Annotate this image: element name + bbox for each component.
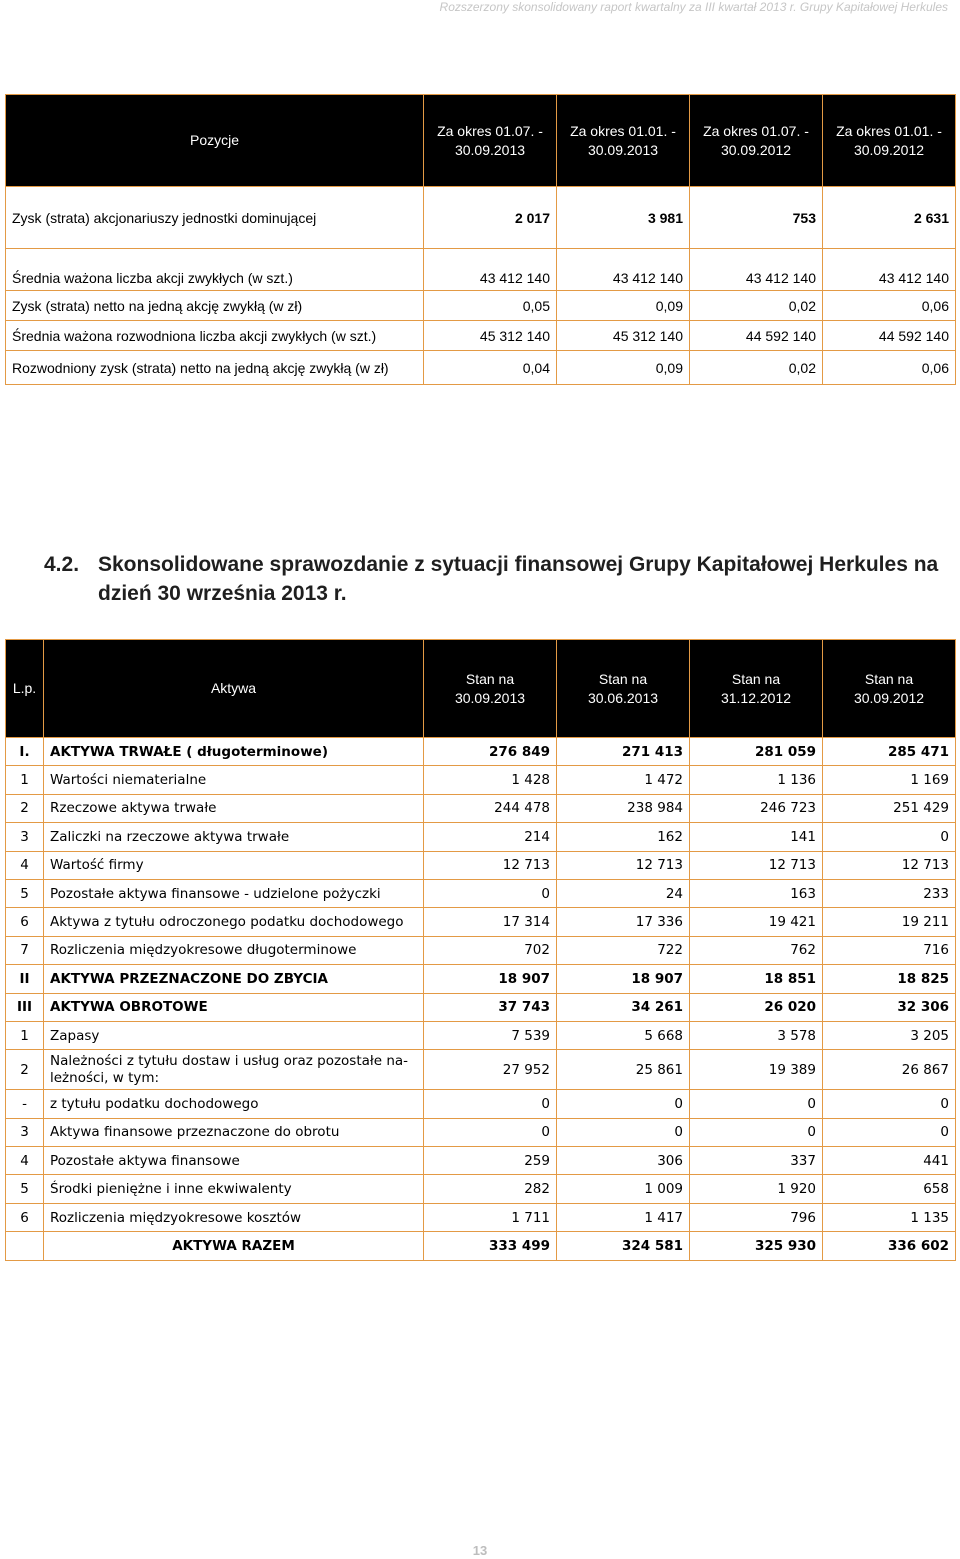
cell-value: 0 [424, 1090, 557, 1118]
table-row [6, 879, 956, 907]
cell-value: 45 312 140 [424, 321, 557, 351]
row-label: Pozostałe aktywa finansowe [44, 1147, 424, 1175]
cell-value: 3 578 [690, 1021, 823, 1049]
cell-value: 0,02 [690, 351, 823, 385]
table-row [6, 1021, 956, 1049]
section-text: Skonsolidowane sprawozdanie z sytuacji finansowej Grupy Kapitałowej Herkules na dzień 30 września 2013 r. [98, 553, 939, 605]
cell-value: 271 413 [557, 738, 690, 766]
row-label: Wartość firmy [44, 851, 424, 879]
eps-header-row [6, 95, 956, 187]
column-header: Pozycje [6, 95, 424, 187]
cell-value: 233 [823, 879, 956, 907]
cell-value: 762 [690, 936, 823, 964]
cell-value: 276 849 [424, 738, 557, 766]
cell-value: 45 312 140 [557, 321, 690, 351]
row-label: z tytułu podatku dochodowego [44, 1090, 424, 1118]
row-lp: 2 [6, 794, 44, 822]
cell-value: 44 592 140 [823, 321, 956, 351]
table-row [6, 249, 956, 291]
cell-value: 18 907 [557, 965, 690, 993]
row-lp: 2 [6, 1050, 44, 1090]
row-label: AKTYWA PRZEZNACZONE DO ZBYCIA [44, 965, 424, 993]
column-header: Za okres 01.07. - 30.09.2013 [424, 95, 557, 187]
row-label: AKTYWA OBROTOWE [44, 993, 424, 1021]
cell-value: 1 711 [424, 1203, 557, 1231]
column-header: Za okres 01.01. - 30.09.2013 [557, 95, 690, 187]
row-lp: 5 [6, 879, 44, 907]
cell-value: 19 211 [823, 908, 956, 936]
cell-value: 19 389 [690, 1050, 823, 1090]
row-lp: 4 [6, 1147, 44, 1175]
row-lp: 6 [6, 1203, 44, 1231]
cell-value: 1 417 [557, 1203, 690, 1231]
row-label: Średnia ważona rozwodniona liczba akcji zwykłych (w szt.) [6, 321, 424, 351]
cell-value: 0,05 [424, 291, 557, 321]
table-row [6, 291, 956, 321]
cell-value: 32 306 [823, 993, 956, 1021]
cell-value: 43 412 140 [823, 249, 956, 291]
cell-value: 0,09 [557, 291, 690, 321]
cell-value: 26 020 [690, 993, 823, 1021]
row-lp: 3 [6, 823, 44, 851]
cell-value: 244 478 [424, 794, 557, 822]
row-label: Zapasy [44, 1021, 424, 1049]
cell-value: 34 261 [557, 993, 690, 1021]
row-label: Rozliczenia międzyokresowe kosztów [44, 1203, 424, 1231]
cell-value: 18 825 [823, 965, 956, 993]
cell-value: 722 [557, 936, 690, 964]
cell-value: 19 421 [690, 908, 823, 936]
cell-value: 17 336 [557, 908, 690, 936]
cell-value: 25 861 [557, 1050, 690, 1090]
cell-value: 26 867 [823, 1050, 956, 1090]
row-label: AKTYWA TRWAŁE ( długoterminowe) [44, 738, 424, 766]
row-lp: 4 [6, 851, 44, 879]
table-row [6, 1232, 956, 1260]
cell-value: 3 981 [557, 187, 690, 249]
cell-value: 336 602 [823, 1232, 956, 1260]
row-label: Rzeczowe aktywa trwałe [44, 794, 424, 822]
row-label: AKTYWA RAZEM [44, 1232, 424, 1260]
table-row [6, 1118, 956, 1146]
cell-value: 246 723 [690, 794, 823, 822]
cell-value: 1 169 [823, 766, 956, 794]
cell-value: 44 592 140 [690, 321, 823, 351]
cell-value: 0 [557, 1118, 690, 1146]
cell-value: 12 713 [424, 851, 557, 879]
eps-table [5, 94, 956, 385]
row-label: Wartości niematerialne [44, 766, 424, 794]
cell-value: 43 412 140 [690, 249, 823, 291]
cell-value: 7 539 [424, 1021, 557, 1049]
cell-value: 658 [823, 1175, 956, 1203]
cell-value: 27 952 [424, 1050, 557, 1090]
row-lp: - [6, 1090, 44, 1118]
cell-value: 0,06 [823, 351, 956, 385]
cell-value: 796 [690, 1203, 823, 1231]
row-lp: 1 [6, 1021, 44, 1049]
cell-value: 251 429 [823, 794, 956, 822]
cell-value: 324 581 [557, 1232, 690, 1260]
cell-value: 1 472 [557, 766, 690, 794]
cell-value: 0,04 [424, 351, 557, 385]
cell-value: 0 [690, 1090, 823, 1118]
cell-value: 0 [557, 1090, 690, 1118]
cell-value: 18 851 [690, 965, 823, 993]
cell-value: 43 412 140 [557, 249, 690, 291]
cell-value: 2 631 [823, 187, 956, 249]
cell-value: 1 920 [690, 1175, 823, 1203]
cell-value: 24 [557, 879, 690, 907]
row-label: Zaliczki na rzeczowe aktywa trwałe [44, 823, 424, 851]
cell-value: 12 713 [823, 851, 956, 879]
row-label: Rozwodniony zysk (strata) netto na jedną akcję zwykłą (w zł) [6, 351, 424, 385]
cell-value: 1 136 [690, 766, 823, 794]
assets-table [5, 639, 956, 1261]
cell-value: 3 205 [823, 1021, 956, 1049]
table-row [6, 823, 956, 851]
column-header: Stan na 31.12.2012 [690, 640, 823, 738]
row-lp: III [6, 993, 44, 1021]
row-label: Aktywa finansowe przeznaczone do obrotu [44, 1118, 424, 1146]
cell-value: 2 017 [424, 187, 557, 249]
column-header-aktywa: Aktywa [44, 640, 424, 738]
cell-value: 0 [823, 1090, 956, 1118]
cell-value: 141 [690, 823, 823, 851]
table-row [6, 1050, 956, 1090]
cell-value: 162 [557, 823, 690, 851]
row-lp [6, 1232, 44, 1260]
cell-value: 37 743 [424, 993, 557, 1021]
column-header: Za okres 01.07. - 30.09.2012 [690, 95, 823, 187]
column-header: Stan na 30.09.2012 [823, 640, 956, 738]
table-row [6, 1175, 956, 1203]
cell-value: 702 [424, 936, 557, 964]
cell-value: 281 059 [690, 738, 823, 766]
cell-value: 716 [823, 936, 956, 964]
cell-value: 163 [690, 879, 823, 907]
table-row [6, 851, 956, 879]
row-lp: 3 [6, 1118, 44, 1146]
table-row [6, 321, 956, 351]
cell-value: 214 [424, 823, 557, 851]
table-row [6, 965, 956, 993]
cell-value: 0 [424, 879, 557, 907]
row-label: Należności z tytułu dostaw i usług oraz pozostałe na-leżności, w tym: [44, 1050, 424, 1090]
cell-value: 337 [690, 1147, 823, 1175]
assets-header-row [6, 640, 956, 738]
cell-value: 17 314 [424, 908, 557, 936]
row-label: Aktywa z tytułu odroczonego podatku dochodowego [44, 908, 424, 936]
cell-value: 0 [424, 1118, 557, 1146]
cell-value: 1 428 [424, 766, 557, 794]
cell-value: 5 668 [557, 1021, 690, 1049]
cell-value: 0 [823, 823, 956, 851]
page-number: 13 [472, 1543, 488, 1558]
row-label: Średnia ważona liczba akcji zwykłych (w szt.) [6, 249, 424, 291]
cell-value: 441 [823, 1147, 956, 1175]
row-lp: 1 [6, 766, 44, 794]
table-row [6, 993, 956, 1021]
row-lp: 7 [6, 936, 44, 964]
row-lp: 5 [6, 1175, 44, 1203]
table-row [6, 1147, 956, 1175]
table-row [6, 187, 956, 249]
cell-value: 282 [424, 1175, 557, 1203]
column-header-lp: L.p. [6, 640, 44, 738]
cell-value: 18 907 [424, 965, 557, 993]
cell-value: 12 713 [690, 851, 823, 879]
cell-value: 0,02 [690, 291, 823, 321]
row-label: Rozliczenia międzyokresowe długoterminowe [44, 936, 424, 964]
cell-value: 259 [424, 1147, 557, 1175]
table-row [6, 766, 956, 794]
row-lp: 6 [6, 908, 44, 936]
page-header: Rozszerzony skonsolidowany raport kwartalny za III kwartał 2013 r. Grupy Kapitałowej Herkules [439, 0, 948, 14]
cell-value: 0 [690, 1118, 823, 1146]
row-lp: I. [6, 738, 44, 766]
table-row [6, 936, 956, 964]
cell-value: 306 [557, 1147, 690, 1175]
cell-value: 285 471 [823, 738, 956, 766]
table-row [6, 794, 956, 822]
row-label: Zysk (strata) akcjonariuszy jednostki dominującej [6, 187, 424, 249]
row-label: Pozostałe aktywa finansowe - udzielone pożyczki [44, 879, 424, 907]
column-header: Stan na 30.06.2013 [557, 640, 690, 738]
cell-value: 12 713 [557, 851, 690, 879]
cell-value: 0,06 [823, 291, 956, 321]
column-header: Za okres 01.01. - 30.09.2012 [823, 95, 956, 187]
row-label: Środki pieniężne i inne ekwiwalenty [44, 1175, 424, 1203]
row-lp: II [6, 965, 44, 993]
cell-value: 1 009 [557, 1175, 690, 1203]
cell-value: 1 135 [823, 1203, 956, 1231]
table-row [6, 1203, 956, 1231]
table-row [6, 738, 956, 766]
cell-value: 753 [690, 187, 823, 249]
cell-value: 0,09 [557, 351, 690, 385]
section-title [44, 550, 954, 608]
cell-value: 333 499 [424, 1232, 557, 1260]
cell-value: 43 412 140 [424, 249, 557, 291]
section-number: 4.2. [44, 553, 80, 576]
table-row [6, 1090, 956, 1118]
column-header: Stan na 30.09.2013 [424, 640, 557, 738]
table-row [6, 351, 956, 385]
table-row [6, 908, 956, 936]
cell-value: 325 930 [690, 1232, 823, 1260]
cell-value: 0 [823, 1118, 956, 1146]
cell-value: 238 984 [557, 794, 690, 822]
row-label: Zysk (strata) netto na jedną akcję zwykłą (w zł) [6, 291, 424, 321]
